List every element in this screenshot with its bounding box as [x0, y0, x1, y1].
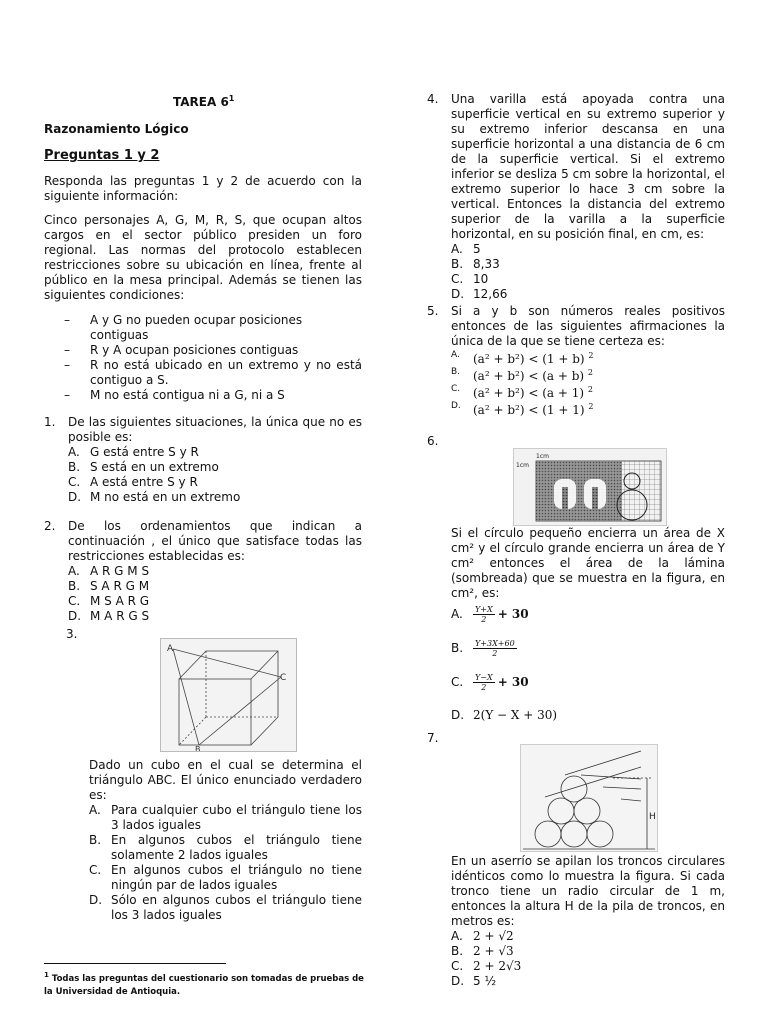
question-text: En un aserrío se apilan los troncos circulares idénticos como lo muestra la figura. Si cada tronco tiene un radio circular de 1 m, entonces la altura H de la pila de troncos, en metros es:: [451, 854, 725, 928]
option: B. 8,33: [451, 257, 500, 271]
question-6: [451, 526, 725, 725]
question-number: 4.: [427, 92, 439, 106]
question-text: Una varilla está apoyada contra una superficie vertical en su extremo superior y su extremo inferior descansa en una superficie horizontal a una distancia de 6 cm de la superficie vertical. Si el extremo inferior se desliza 5 cm sobre la horizontal, el extremo superior lo hace 3 cm sobre la vertical. Entonces la distancia del extremo superior de la varilla a la superficie horizontal, en su posición final, en cm, es:: [451, 92, 725, 241]
page-title: TAREA $6^1$: [173, 94, 235, 109]
left-column: [44, 122, 362, 624]
option: D. 12,66: [451, 287, 508, 301]
intro-paragraph-1: Responda las preguntas 1 y 2 de acuerdo con la siguiente información:: [44, 174, 362, 203]
question-text: Si a y b son números reales positivos entonces de las siguientes afirmaciones la única de la que se tiene certeza es:: [451, 304, 725, 348]
condition-item: – A y G no pueden ocupar posiciones contiguas: [64, 313, 303, 342]
sheet-figure: [513, 448, 667, 526]
conditions-list: [44, 313, 362, 403]
question-6-number: 6.: [427, 434, 439, 448]
question-4: [427, 92, 725, 302]
question-3-number: 3.: [66, 627, 78, 641]
option: A. A R G M S: [68, 564, 150, 578]
option: D. (a² + b²) < (1 + 1) $^2$: [451, 401, 594, 417]
intro-paragraph-2: Cinco personajes A, G, M, R, S, que ocupan altos cargos en el sector público presiden un foro regional. Las normas del protocolo establecen restricciones sobre su ubicación en línea, frente al público en la mesa principal. Además se tienen las siguientes condiciones:: [44, 213, 362, 302]
option: C. A está entre S y R: [68, 475, 198, 489]
footnote: $^1$ Todas las preguntas del cuestionario son tomadas de pruebas de la Universidad de Antioquia.: [44, 970, 364, 997]
logs-diagram: [521, 745, 657, 851]
option: B. En algunos cubos el triángulo tiene solamente 2 lados iguales: [89, 833, 362, 862]
option: C. 10: [451, 272, 489, 286]
option: D. 5 ½: [451, 974, 497, 988]
question-number: 2.: [44, 519, 56, 533]
question-3: [89, 758, 362, 923]
question-text: Si el círculo pequeño encierra un área de X cm² y el círculo grande encierra un área de Y cm² entonces el área de la lámina (sombreada) que se muestra en la figura, en cm², es:: [451, 526, 725, 600]
option: A. 5: [451, 242, 481, 256]
option: C. $\frac{Y-X}{2}$ + 30: [451, 672, 529, 692]
option: D. 2(Y − X + 30): [451, 707, 558, 722]
option: A. (a² + b²) < (1 + b) $^2$: [451, 350, 594, 366]
question-number: 5.: [427, 304, 439, 318]
condition-item: – R no está ubicado en un extremo y no está contiguo a S.: [64, 358, 362, 387]
option: C. M S A R G: [68, 594, 150, 608]
option: B. S A R G M: [68, 579, 150, 593]
option: B. 2 + √3: [451, 944, 514, 958]
question-text: De las siguientes situaciones, la única que no es posible es:: [68, 415, 362, 444]
scale-top-label: 1cm: [536, 453, 549, 460]
question-7-number: 7.: [427, 731, 439, 745]
option: C. (a² + b²) < (a + 1) $^2$: [451, 384, 593, 400]
option: A. G está entre S y R: [68, 445, 199, 459]
option: A. 2 + √2: [451, 929, 514, 943]
logs-figure: [520, 744, 658, 852]
footnote-separator: [44, 963, 226, 964]
vertex-c-label: C: [280, 673, 287, 683]
option: C. 2 + 2√3: [451, 959, 522, 973]
cube-diagram: [161, 639, 296, 751]
option: C. En algunos cubos el triángulo no tiene ningún par de lados iguales: [89, 863, 362, 892]
scale-left-label: 1cm: [516, 462, 529, 469]
grid-diagram: [514, 449, 666, 525]
option: A. Para cualquier cubo el triángulo tiene los 3 lados iguales: [89, 803, 362, 832]
height-label: H: [649, 812, 656, 822]
option: A. $\frac{Y+X}{2}$ + 30: [451, 604, 529, 624]
question-text: Dado un cubo en el cual se determina el triángulo ABC. El único enunciado verdadero es:: [89, 758, 362, 802]
question-number: 1.: [44, 415, 56, 429]
vertex-b-label: B: [195, 745, 201, 751]
question-text: De los ordenamientos que indican a continuación , el único que satisface todas las restricciones establecidas es:: [68, 519, 362, 563]
question-2: [44, 519, 362, 624]
cube-figure: [160, 638, 297, 752]
option: D. M A R G S: [68, 609, 150, 623]
vertex-a-label: A: [167, 644, 174, 654]
condition-item: – R y A ocupan posiciones contiguas: [64, 343, 299, 357]
question-1: [44, 415, 362, 505]
option: B. S está en un extremo: [68, 460, 219, 474]
option: B. (a² + b²) < (a + b) $^2$: [451, 367, 593, 383]
option: D. Sólo en algunos cubos el triángulo tiene los 3 lados iguales: [89, 893, 362, 922]
section-heading: Razonamiento Lógico: [44, 122, 189, 136]
condition-item: – M no está contigua ni a G, ni a S: [64, 388, 285, 402]
question-5: [427, 304, 725, 417]
option: B. $\frac{Y+3X+60}{2}$: [451, 638, 515, 658]
question-7: [451, 854, 725, 989]
option: D. M no está en un extremo: [68, 490, 241, 504]
subsection-heading: Preguntas 1 y 2: [44, 148, 160, 163]
